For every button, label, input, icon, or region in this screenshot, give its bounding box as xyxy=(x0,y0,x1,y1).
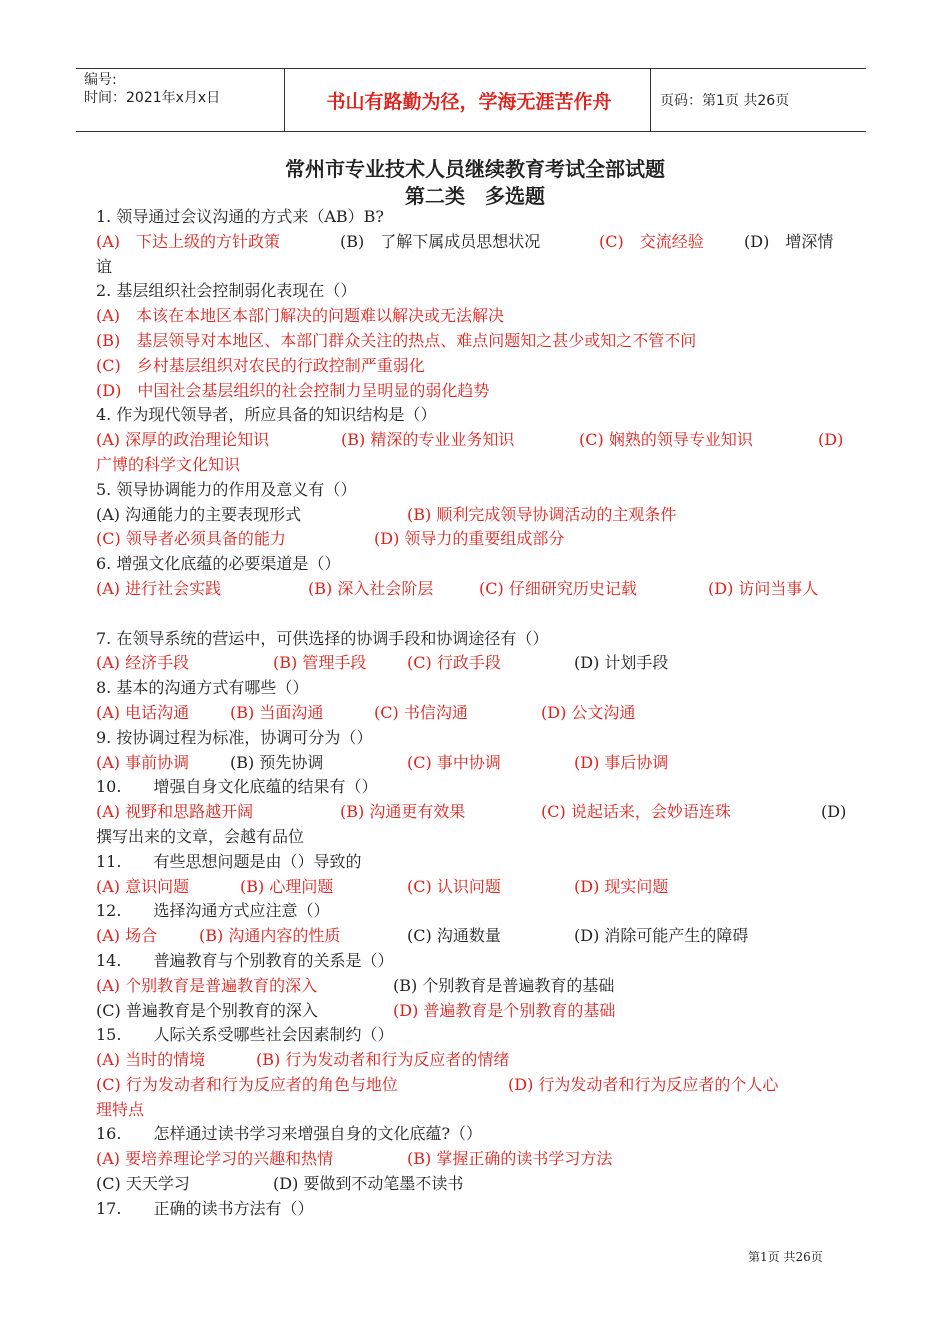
question-stem: 17. 正确的读书方法有（） xyxy=(96,1198,314,1218)
option-a: (A) 事前协调 xyxy=(96,752,190,772)
option-d: (D) xyxy=(821,802,847,822)
text-line xyxy=(96,627,856,652)
text-line xyxy=(96,924,856,949)
option-d: (D) 要做到不动笔墨不读书 xyxy=(273,1174,464,1194)
option-a: (A) 个别教育是普遍教育的深入 xyxy=(96,975,318,995)
question-stem: 1. 领导通过会议沟通的方式来（AB）B? xyxy=(96,207,385,226)
option-a: (A) 视野和思路越开阔 xyxy=(96,802,254,822)
text-line xyxy=(96,1023,856,1048)
text-line xyxy=(96,974,856,999)
option-c: (C) 天天学习 xyxy=(96,1174,190,1194)
option-a: (A) 场合 xyxy=(96,926,158,946)
option-d: (D) 访问当事人 xyxy=(708,578,819,598)
text-line xyxy=(96,875,856,900)
option-b: (B) 基层领导对本地区、本部门群众关注的热点、难点问题知之甚少或知之不管不问 xyxy=(96,330,697,350)
option-c: (C) 仔细研究历史记载 xyxy=(479,578,637,598)
text-line xyxy=(96,428,856,453)
option-c: (C) 行政手段 xyxy=(407,653,501,673)
option-d: (D) 公文沟通 xyxy=(541,702,636,722)
text-line xyxy=(96,651,856,676)
text-line xyxy=(96,503,856,528)
text-line xyxy=(96,825,856,850)
text-line xyxy=(96,775,856,800)
question-stem: 4. 作为现代领导者，所应具备的知识结构是（） xyxy=(96,405,437,425)
text-line xyxy=(96,701,856,726)
text-line xyxy=(96,751,856,776)
text-line xyxy=(96,726,856,751)
option-b: (B) 精深的专业业务知识 xyxy=(341,430,515,450)
option-d: (D) 事后协调 xyxy=(574,752,669,772)
option-c: (C) 领导者必须具备的能力 xyxy=(96,529,286,549)
text-line xyxy=(96,329,856,354)
question-stem: 9. 按协调过程为标准，协调可分为（） xyxy=(96,727,373,747)
option-b: (B) 管理手段 xyxy=(273,653,367,673)
text-line xyxy=(96,205,856,230)
text-line xyxy=(96,1098,856,1123)
header-page-code: 页码：第1页 共26页 xyxy=(660,93,790,109)
option-c: (C) 沟通数量 xyxy=(407,926,501,946)
option-b: (B) 顺利完成领导协调活动的主观条件 xyxy=(407,504,677,524)
text-line xyxy=(96,1197,856,1222)
text-line xyxy=(96,949,856,974)
option-d: (D) 领导力的重要组成部分 xyxy=(374,529,565,549)
text-line xyxy=(96,527,856,552)
page-footer: 第1页 共26页 xyxy=(748,1250,823,1264)
option-b: (B) 沟通更有效果 xyxy=(340,802,466,822)
text-line xyxy=(96,478,856,503)
doc-number-label: 编号: xyxy=(84,72,117,88)
option-a: (A) 要培养理论学习的兴趣和热情 xyxy=(96,1149,334,1169)
text-line xyxy=(96,255,856,280)
text-line xyxy=(96,899,856,924)
text-line xyxy=(96,230,856,255)
text-line xyxy=(96,453,856,478)
option-b: (B) 行为发动者和行为反应者的情绪 xyxy=(256,1050,510,1070)
option-a: (A) 进行社会实践 xyxy=(96,578,222,598)
option-a: (A) 经济手段 xyxy=(96,653,190,673)
question-stem: 16. 怎样通过读书学习来增强自身的文化底蕴?（） xyxy=(96,1124,483,1144)
option-a: (A) 本该在本地区本部门解决的问题难以解决或无法解决 xyxy=(96,306,505,326)
option-a: (A) 下达上级的方针政策 xyxy=(96,231,281,251)
question-stem: 2. 基层组织社会控制弱化表现在（） xyxy=(96,281,357,301)
option-continuation: 谊 xyxy=(96,256,113,276)
option-b: (B) 掌握正确的读书学习方法 xyxy=(407,1149,613,1169)
option-b: (B) 了解下属成员思想状况 xyxy=(340,231,541,251)
option-continuation: 理特点 xyxy=(96,1099,145,1119)
option-c: (C) 娴熟的领导专业知识 xyxy=(579,430,753,450)
option-c: (C) 认识问题 xyxy=(407,876,501,896)
text-line xyxy=(96,800,856,825)
option-d: (D) 计划手段 xyxy=(574,653,669,673)
header-meta xyxy=(84,69,284,133)
doc-title: 常州市专业技术人员继续教育考试全部试题 xyxy=(285,157,665,181)
option-d: (D) 中国社会基层组织的社会控制力呈明显的弱化趋势 xyxy=(96,380,490,400)
text-line xyxy=(96,850,856,875)
text-line xyxy=(96,1147,856,1172)
doc-subtitle: 第二类 多选题 xyxy=(405,184,545,208)
option-a: (A) 电话沟通 xyxy=(96,702,190,722)
text-line xyxy=(96,1122,856,1147)
option-d: (D) 增深情 xyxy=(744,231,834,251)
question-stem: 14. 普遍教育与个别教育的关系是（） xyxy=(96,950,394,970)
text-line xyxy=(96,552,856,577)
option-d: (D) 现实问题 xyxy=(574,876,669,896)
question-stem: 12. 选择沟通方式应注意（） xyxy=(96,901,330,921)
blank-line xyxy=(96,602,856,627)
text-line xyxy=(96,999,856,1024)
option-a: (A) 当时的情境 xyxy=(96,1050,206,1070)
header-motto: 书山有路勤为径，学海无涯苦作舟 xyxy=(326,90,612,113)
question-stem: 15. 人际关系受哪些社会因素制约（） xyxy=(96,1025,394,1045)
option-b: (B) 预先协调 xyxy=(230,752,324,772)
option-c: (C) 说起话来，会妙语连珠 xyxy=(541,802,731,822)
doc-date: 时间：2021年x月x日 xyxy=(84,90,221,106)
question-stem: 10. 增强自身文化底蕴的结果有（） xyxy=(96,777,378,797)
option-c: (C) 乡村基层组织对农民的行政控制严重弱化 xyxy=(96,355,425,375)
text-line xyxy=(96,379,856,404)
option-c: (C) 行为发动者和行为反应者的角色与地位 xyxy=(96,1074,398,1094)
option-a: (A) 深厚的政治理论知识 xyxy=(96,430,270,450)
question-list xyxy=(96,205,856,1222)
question-stem: 7. 在领导系统的营运中，可供选择的协调手段和协调途径有（） xyxy=(96,628,549,648)
question-stem: 8. 基本的沟通方式有哪些（） xyxy=(96,678,309,698)
option-a: (A) 意识问题 xyxy=(96,876,190,896)
option-a: (A) 沟通能力的主要表现形式 xyxy=(96,504,302,524)
option-d: (D) 行为发动者和行为反应者的个人心 xyxy=(508,1074,779,1094)
header-divider xyxy=(284,69,285,131)
text-line xyxy=(96,676,856,701)
text-line xyxy=(96,403,856,428)
option-continuation: 广博的科学文化知识 xyxy=(96,454,241,474)
option-b: (B) 心理问题 xyxy=(240,876,334,896)
text-line xyxy=(96,354,856,379)
option-c: (C) 事中协调 xyxy=(407,752,501,772)
question-stem: 5. 领导协调能力的作用及意义有（） xyxy=(96,479,357,499)
option-b: (B) 当面沟通 xyxy=(230,702,324,722)
option-c: (C) 交流经验 xyxy=(599,231,704,251)
question-stem: 6. 增强文化底蕴的必要渠道是（） xyxy=(96,554,341,574)
text-line xyxy=(96,304,856,329)
option-d: (D) 普遍教育是个别教育的基础 xyxy=(393,1000,616,1020)
page-header xyxy=(76,68,866,132)
question-stem: 11. 有些思想问题是由（）导致的 xyxy=(96,851,362,871)
header-divider xyxy=(650,69,651,131)
option-b: (B) 沟通内容的性质 xyxy=(199,926,341,946)
option-d: (D) xyxy=(818,430,844,450)
text-line xyxy=(96,1073,856,1098)
option-c: (C) 书信沟通 xyxy=(374,702,468,722)
option-b: (B) 深入社会阶层 xyxy=(308,578,434,598)
text-line xyxy=(96,279,856,304)
option-d: (D) 消除可能产生的障碍 xyxy=(574,926,749,946)
text-line xyxy=(96,1172,856,1197)
text-line xyxy=(96,577,856,602)
option-c: (C) 普遍教育是个别教育的深入 xyxy=(96,1000,318,1020)
text-line xyxy=(96,1048,856,1073)
option-continuation: 撰写出来的文章，会越有品位 xyxy=(96,826,305,846)
option-b: (B) 个别教育是普遍教育的基础 xyxy=(393,975,615,995)
